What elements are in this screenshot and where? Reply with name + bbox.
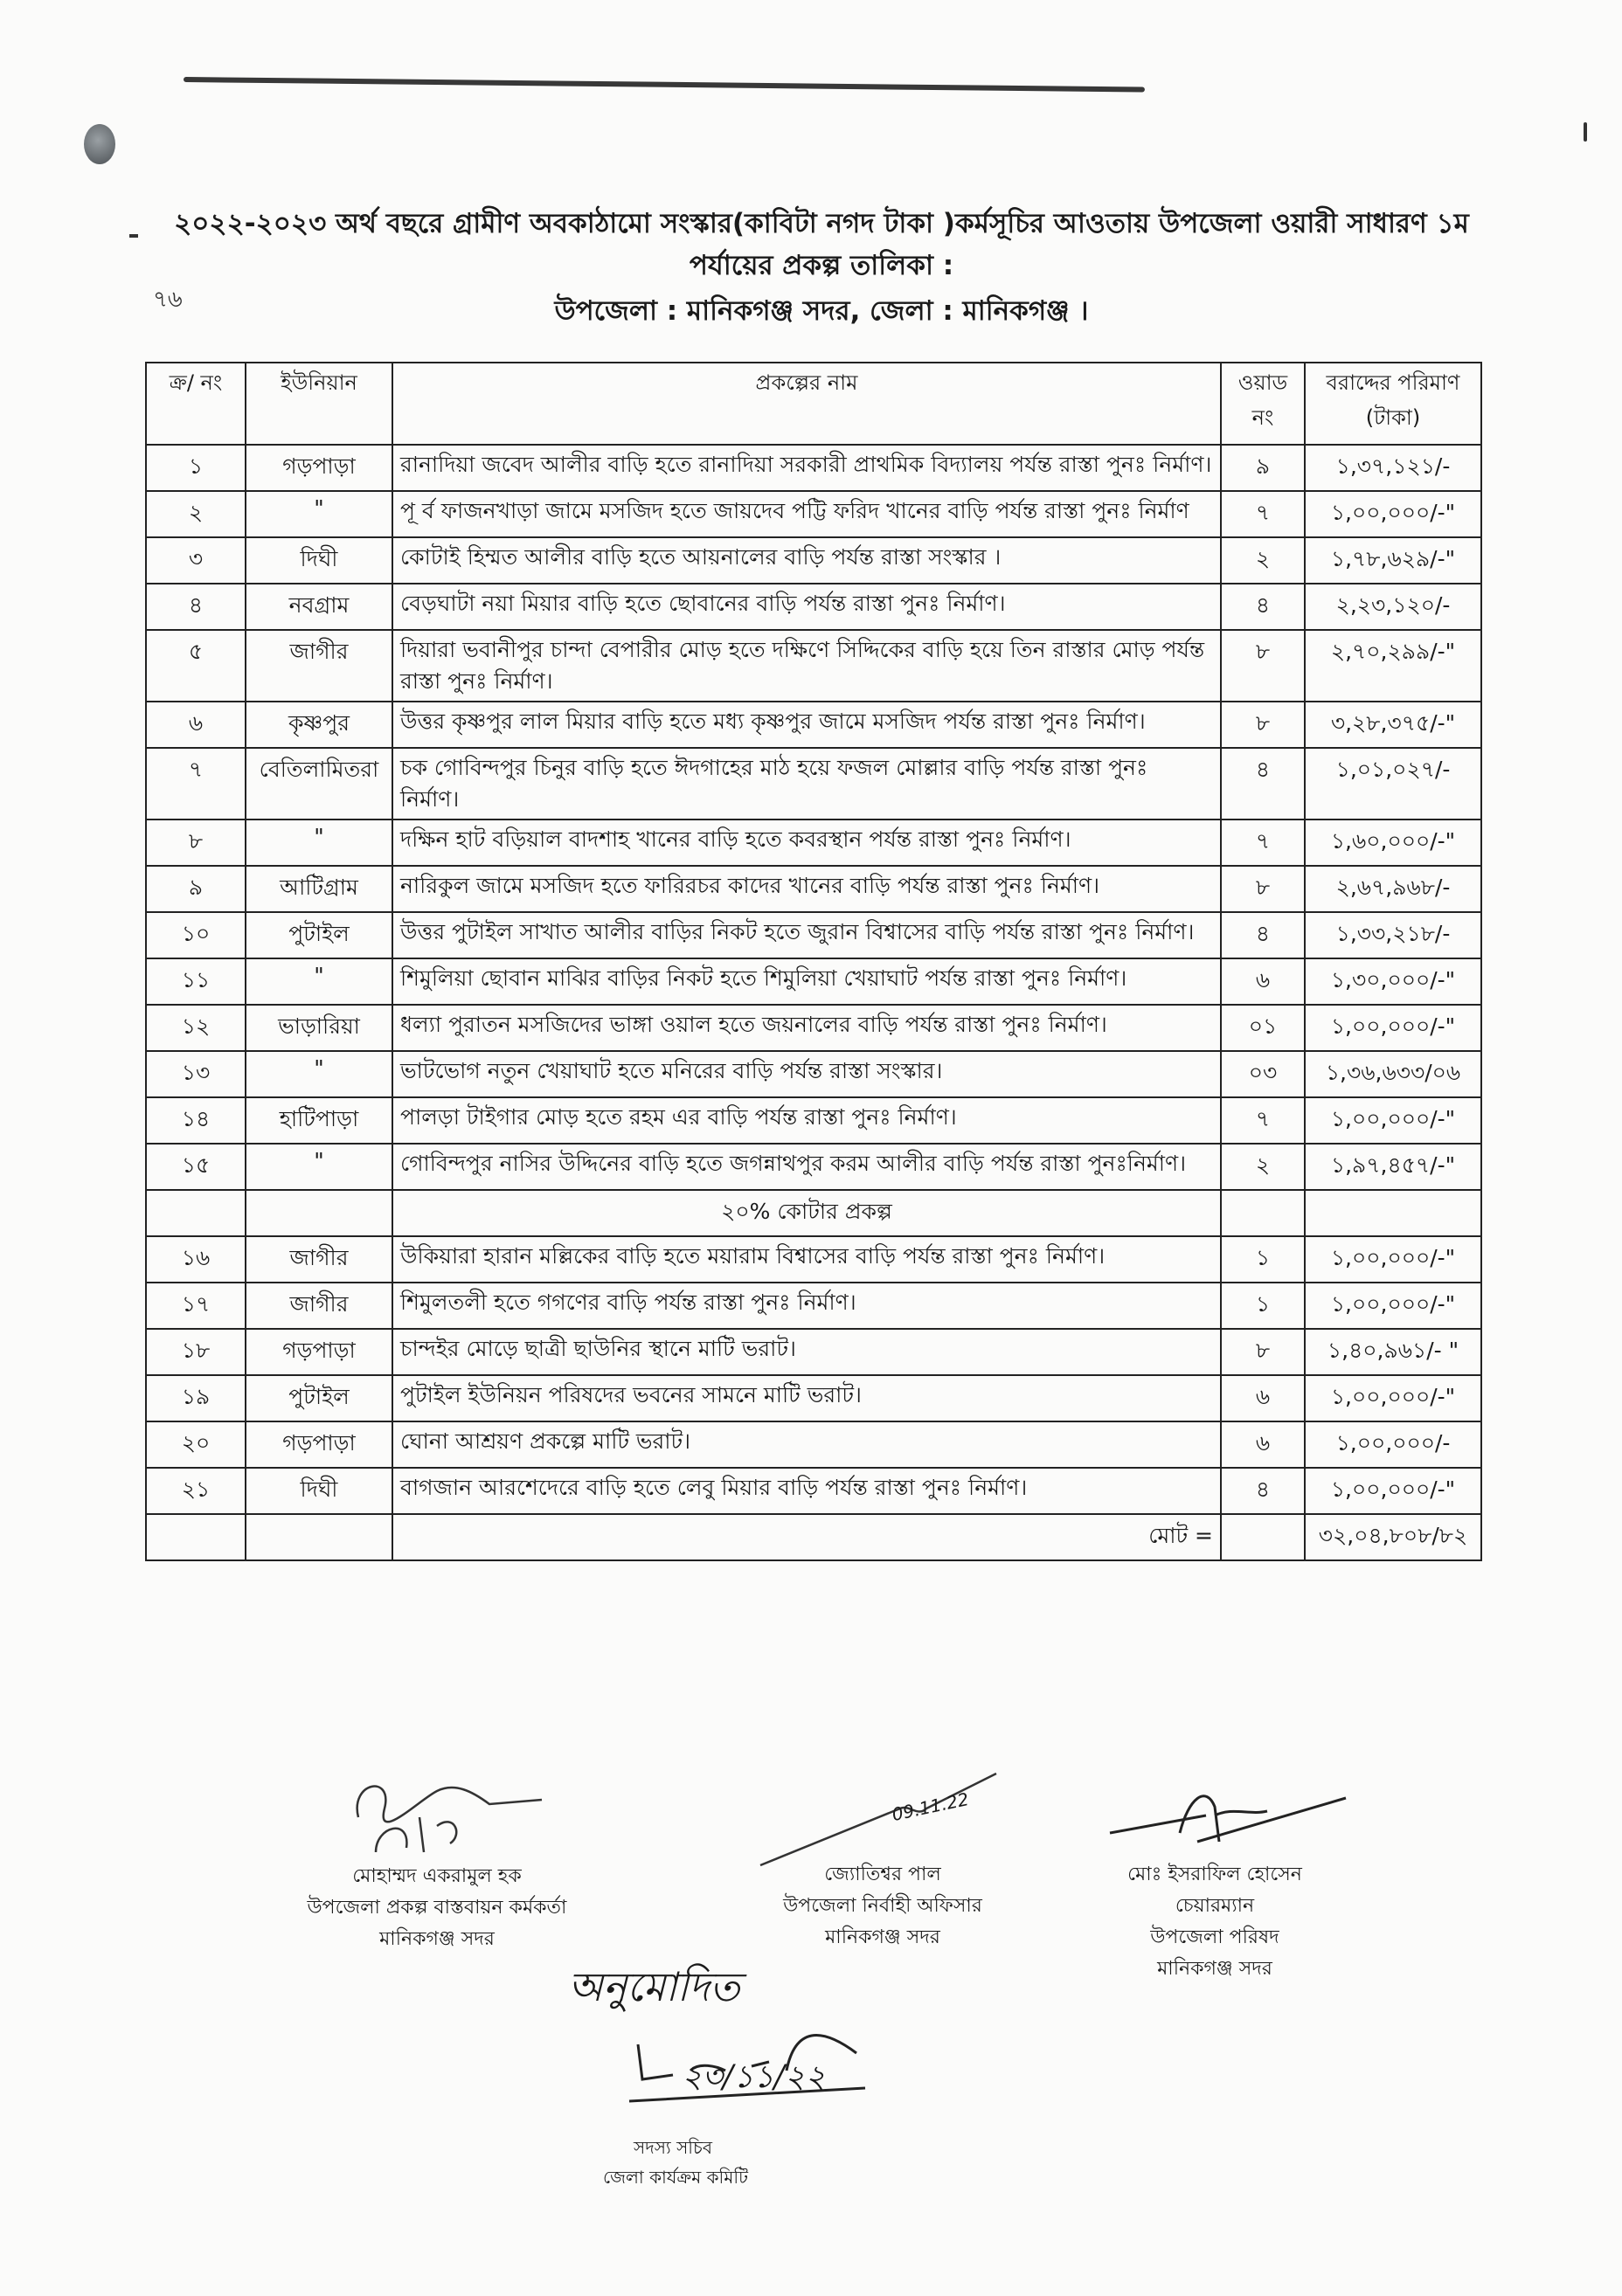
project-name-cell: শিমুলিয়া ছোবান মাঝির বাড়ির নিকট হতে শিমুলিয়া খেয়াঘাট পর্যন্ত রাস্তা পুনঃ নির্মাণ। (392, 958, 1221, 1005)
ward-cell: ৪ (1221, 912, 1305, 958)
amount-cell: ১,০০,০০০/-" (1305, 491, 1481, 537)
project-name-cell: উকিয়ারা হারান মল্লিকের বাড়ি হতে ময়ারাম বিশ্বাসের বাড়ি পর্যন্ত রাস্তা পুনঃ নির্মাণ। (392, 1236, 1221, 1283)
ward-cell: ৪ (1221, 748, 1305, 820)
total-section (146, 1514, 1481, 1560)
project-name-cell: শিমুলতলী হতে গগণের বাড়ি পর্যন্ত রাস্তা পুনঃ নির্মাণ। (392, 1283, 1221, 1329)
serial-cell: ২১ (146, 1468, 246, 1514)
ward-cell: ৬ (1221, 1421, 1305, 1468)
table-row (146, 537, 1481, 584)
union-cell: " (246, 1144, 392, 1190)
header-union: ইউনিয়ান (246, 363, 392, 445)
serial-cell: ৫ (146, 630, 246, 702)
ward-cell: ১ (1221, 1283, 1305, 1329)
total-row (146, 1514, 1481, 1560)
project-name-cell: কোটাই হিম্মত আলীর বাড়ি হতে আয়নালের বাড়ি পর্যন্ত রাস্তা সংস্কার । (392, 537, 1221, 584)
union-cell: জাগীর (246, 1283, 392, 1329)
punch-hole (84, 124, 115, 164)
table-row (146, 630, 1481, 702)
scan-edge-line (184, 77, 1145, 93)
table-row (146, 958, 1481, 1005)
table-row (146, 1144, 1481, 1190)
project-name-cell: চক গোবিন্দপুর চিনুর বাড়ি হতে ঈদগাহের মাঠ হয়ে ফজল মোল্লার বাড়ি পর্যন্ত রাস্তা পুনঃ নির্মাণ। (392, 748, 1221, 820)
signatory-designation: উপজেলা নির্বাহী অফিসার (783, 1895, 982, 1917)
union-cell: গড়পাড়া (246, 445, 392, 491)
amount-cell: ২,২৩,১২০/- (1305, 584, 1481, 630)
project-name-cell: পুটাইল ইউনিয়ন পরিষদের ভবনের সামনে মাটি ভরাট। (392, 1375, 1221, 1421)
header-ward: ওয়াড নং (1221, 363, 1305, 445)
margin-handwritten-mark: ৭৬ (153, 287, 183, 313)
amount-cell: ১,৭৮,৬২৯/-" (1305, 537, 1481, 584)
amount-cell: ১,০০,০০০/-" (1305, 1375, 1481, 1421)
project-name-cell: বেড়ঘাটা নয়া মিয়ার বাড়ি হতে ছোবানের বাড়ি পর্যন্ত রাস্তা পুনঃ নির্মাণ। (392, 584, 1221, 630)
table-row (146, 445, 1481, 491)
union-cell: নবগ্রাম (246, 584, 392, 630)
title-line-1: ২০২২-২০২৩ অর্থ বছরে গ্রামীণ অবকাঠামো সংস্কার(কাবিটা নগদ টাকা )কর্মসূচির আওতায় উপজেলা ওয়ারী সাধারণ ১ম (174, 208, 1469, 239)
serial-cell: ১১ (146, 958, 246, 1005)
serial-cell: ১৯ (146, 1375, 246, 1421)
signatory-office-2: মানিকগঞ্জ সদর (1157, 1958, 1272, 1980)
ward-cell: ৯ (1221, 445, 1305, 491)
serial-cell: ৬ (146, 702, 246, 748)
signatory-office: মানিকগঞ্জ সদর (825, 1926, 940, 1948)
table-row (146, 702, 1481, 748)
ward-cell: ৪ (1221, 1468, 1305, 1514)
serial-cell: ৯ (146, 866, 246, 912)
header-amount: বরাদ্দের পরিমাণ (টাকা) (1305, 363, 1481, 445)
project-name-cell: ধল্যা পুরাতন মসজিদের ভাঙ্গা ওয়াল হতে জয়নালের বাড়ি পর্যন্ত রাস্তা পুনঃ নির্মাণ। (392, 1005, 1221, 1051)
amount-cell: ২,৬৭,৯৬৮/- (1305, 866, 1481, 912)
ward-cell: ২ (1221, 537, 1305, 584)
table-row (146, 1375, 1481, 1421)
empty-cell (1221, 1190, 1305, 1236)
amount-cell: ১,৩০,০০০/-" (1305, 958, 1481, 1005)
table-row (146, 1421, 1481, 1468)
amount-cell: ১,০০,০০০/-" (1305, 1236, 1481, 1283)
ward-cell: ৭ (1221, 491, 1305, 537)
signatory-designation: চেয়ারম্যান (1175, 1895, 1255, 1917)
amount-cell: ১,০০,০০০/-" (1305, 1005, 1481, 1051)
union-cell: ভাড়ারিয়া (246, 1005, 392, 1051)
signatory-1 (262, 1861, 612, 1955)
serial-cell: ১০ (146, 912, 246, 958)
table-row (146, 866, 1481, 912)
document-subtitle: উপজেলা : মানিকগঞ্জ সদর, জেলা : মানিকগঞ্জ । (554, 295, 1089, 327)
union-cell: গড়পাড়া (246, 1329, 392, 1375)
amount-cell: ৩,২৮,৩৭৫/-" (1305, 702, 1481, 748)
union-cell: কৃষ্ণপুর (246, 702, 392, 748)
serial-cell: ১৮ (146, 1329, 246, 1375)
union-cell: জাগীর (246, 1236, 392, 1283)
union-cell: আটিগ্রাম (246, 866, 392, 912)
table-row (146, 1097, 1481, 1144)
union-cell: " (246, 491, 392, 537)
union-cell: " (246, 1051, 392, 1097)
amount-cell: ১,০০,০০০/-" (1305, 1097, 1481, 1144)
serial-cell: ৩ (146, 537, 246, 584)
margin-mark-right (1584, 122, 1587, 142)
ward-cell: ৮ (1221, 630, 1305, 702)
table-row (146, 1283, 1481, 1329)
empty-cell (246, 1190, 392, 1236)
project-name-cell: উত্তর পুটাইল সাখাত আলীর বাড়ির নিকট হতে জুরান বিশ্বাসের বাড়ি পর্যন্ত রাস্তা পুনঃ নির্মাণ। (392, 912, 1221, 958)
serial-cell: ১ (146, 445, 246, 491)
table-row (146, 748, 1481, 820)
amount-cell: ১,৬০,০০০/-" (1305, 820, 1481, 866)
project-table (145, 362, 1482, 1561)
ward-cell: ০৩ (1221, 1051, 1305, 1097)
ward-cell: ৮ (1221, 702, 1305, 748)
serial-cell: ১৩ (146, 1051, 246, 1097)
union-cell: " (246, 820, 392, 866)
project-name-cell: দক্ষিন হাট বড়িয়াল বাদশাহ খানের বাড়ি হতে কবরস্থান পর্যন্ত রাস্তা পুনঃ নির্মাণ। (392, 820, 1221, 866)
table-row (146, 1468, 1481, 1514)
empty-cell (246, 1514, 392, 1560)
table-row (146, 820, 1481, 866)
ward-cell: ৮ (1221, 1329, 1305, 1375)
title-line-2: পর্যায়ের প্রকল্প তালিকা : (689, 250, 954, 281)
ward-cell: ৭ (1221, 1097, 1305, 1144)
table-body-main (146, 445, 1481, 1190)
approval-block (489, 1948, 891, 2237)
amount-cell: ১,৪০,৯৬১/- " (1305, 1329, 1481, 1375)
serial-cell: ১৬ (146, 1236, 246, 1283)
amount-cell: ১,৩৬,৬৩৩/০৬ (1305, 1051, 1481, 1097)
project-name-cell: রানাদিয়া জবেদ আলীর বাড়ি হতে রানাদিয়া সরকারী প্রাথমিক বিদ্যালয় পর্যন্ত রাস্তা পুনঃ নির্মাণ। (392, 445, 1221, 491)
document-title (131, 203, 1512, 287)
signatory-3 (1084, 1859, 1346, 1985)
signature-scribble-3 (1092, 1781, 1355, 1868)
amount-cell: ১,৯৭,৪৫৭/-" (1305, 1144, 1481, 1190)
signatory-name: মোহাম্মদ একরামুল হক (352, 1865, 522, 1887)
amount-cell: ১,০০,০০০/-" (1305, 1468, 1481, 1514)
project-name-cell: উত্তর কৃষ্ণপুর লাল মিয়ার বাড়ি হতে মধ্য কৃষ্ণপুর জামে মসজিদ পর্যন্ত রাস্তা পুনঃ নির্মাণ। (392, 702, 1221, 748)
approval-committee: জেলা কার্যক্রম কমিটি (603, 2167, 749, 2188)
ward-cell: ৮ (1221, 866, 1305, 912)
amount-cell: ১,০০,০০০/-" (1305, 1283, 1481, 1329)
quota-heading-row (146, 1190, 1481, 1236)
empty-cell (1305, 1190, 1481, 1236)
signatory-2 (725, 1788, 1040, 1954)
signature-scribble-2 (752, 1756, 1014, 1870)
serial-cell: ১৭ (146, 1283, 246, 1329)
union-cell: পুটাইল (246, 912, 392, 958)
union-cell: বেতিলামিতরা (246, 748, 392, 820)
approval-title: সদস্য সচিব (634, 2137, 712, 2158)
serial-cell: ৪ (146, 584, 246, 630)
serial-cell: ১২ (146, 1005, 246, 1051)
approval-date: ২৩/১১/২২ (682, 2059, 826, 2095)
total-amount: ৩২,০৪,৮০৮/৮২ (1305, 1514, 1481, 1560)
serial-cell: ১৫ (146, 1144, 246, 1190)
ward-cell: ৬ (1221, 1375, 1305, 1421)
total-label: মোট = (392, 1514, 1221, 1560)
ward-cell: ৪ (1221, 584, 1305, 630)
table-row (146, 1236, 1481, 1283)
union-cell: " (246, 958, 392, 1005)
project-name-cell: পালড়া টাইগার মোড় হতে রহম এর বাড়ি পর্যন্ত রাস্তা পুনঃ নির্মাণ। (392, 1097, 1221, 1144)
amount-cell: ২,৭০,২৯৯/-" (1305, 630, 1481, 702)
ward-cell: ৬ (1221, 958, 1305, 1005)
table-row (146, 1051, 1481, 1097)
serial-cell: ৮ (146, 820, 246, 866)
project-name-cell: চান্দইর মোড়ে ছাত্রী ছাউনির স্থানে মাটি ভরাট। (392, 1329, 1221, 1375)
ward-cell: ১ (1221, 1236, 1305, 1283)
signatory-name: জ্যোতিশ্বর পাল (824, 1864, 941, 1885)
signature-scribble-1 (341, 1765, 551, 1861)
empty-cell (146, 1190, 246, 1236)
ward-cell: ৭ (1221, 820, 1305, 866)
union-cell: হাটিপাড়া (246, 1097, 392, 1144)
union-cell: জাগীর (246, 630, 392, 702)
serial-cell: ৭ (146, 748, 246, 820)
header-project-name: প্রকল্পের নাম (392, 363, 1221, 445)
union-cell: দিঘী (246, 537, 392, 584)
project-name-cell: দিয়ারা ভবানীপুর চান্দা বেপারীর মোড় হতে দক্ষিণে সিদ্দিকের বাড়ি হয়ে তিন রাস্তার মোড় পর্যন্ত রাস্তা পুনঃ নির্মাণ। (392, 630, 1221, 702)
approval-word: অনুমোদিত (568, 1963, 740, 2010)
union-cell: দিঘী (246, 1468, 392, 1514)
table-row (146, 584, 1481, 630)
amount-cell: ১,৩৩,২১৮/- (1305, 912, 1481, 958)
table-header-row (146, 363, 1481, 445)
ward-cell: ০১ (1221, 1005, 1305, 1051)
signatory-name: মোঃ ইসরাফিল হোসেন (1127, 1864, 1302, 1885)
project-name-cell: গোবিন্দপুর নাসির উদ্দিনের বাড়ি হতে জগন্নাথপুর করম আলীর বাড়ি পর্যন্ত রাস্তা পুনঃনির্মাণ। (392, 1144, 1221, 1190)
signature-date: 09.11.22 (890, 1788, 971, 1825)
quota-section (146, 1190, 1481, 1236)
ward-cell: ২ (1221, 1144, 1305, 1190)
serial-cell: ১৪ (146, 1097, 246, 1144)
signatory-office: মানিকগঞ্জ সদর (379, 1928, 495, 1950)
serial-cell: ২০ (146, 1421, 246, 1468)
amount-cell: ১,০০,০০০/- (1305, 1421, 1481, 1468)
table-row (146, 1329, 1481, 1375)
project-name-cell: পূ র্ব ফাজনখাড়া জামে মসজিদ হতে জায়দেব পট্টি ফরিদ খানের বাড়ি পর্যন্ত রাস্তা পুনঃ নির্মাণ (392, 491, 1221, 537)
quota-heading: ২০% কোটার প্রকল্প (392, 1190, 1221, 1236)
empty-cell (146, 1514, 246, 1560)
project-name-cell: নারিকুল জামে মসজিদ হতে ফারিরচর কাদের খানের বাড়ি পর্যন্ত রাস্তা পুনঃ নির্মাণ। (392, 866, 1221, 912)
serial-cell: ২ (146, 491, 246, 537)
table-row (146, 1005, 1481, 1051)
signatory-designation: উপজেলা প্রকল্প বাস্তবায়ন কর্মকর্তা (307, 1897, 567, 1919)
project-name-cell: বাগজান আরশেদেরে বাড়ি হতে লেবু মিয়ার বাড়ি পর্যন্ত রাস্তা পুনঃ নির্মাণ। (392, 1468, 1221, 1514)
header-serial: ক্র/ নং (146, 363, 246, 445)
table-row (146, 912, 1481, 958)
table-row (146, 491, 1481, 537)
amount-cell: ১,০১,০২৭/- (1305, 748, 1481, 820)
table-body-quota (146, 1236, 1481, 1514)
union-cell: পুটাইল (246, 1375, 392, 1421)
amount-cell: ১,৩৭,১২১/- (1305, 445, 1481, 491)
empty-cell (1221, 1514, 1305, 1560)
project-name-cell: ঘোনা আশ্রয়ণ প্রকল্পে মাটি ভরাট। (392, 1421, 1221, 1468)
signatory-office: উপজেলা পরিষদ (1150, 1926, 1279, 1948)
project-name-cell: ভাটভোগ নতুন খেয়াঘাট হতে মনিরের বাড়ি পর্যন্ত রাস্তা সংস্কার। (392, 1051, 1221, 1097)
union-cell: গড়পাড়া (246, 1421, 392, 1468)
